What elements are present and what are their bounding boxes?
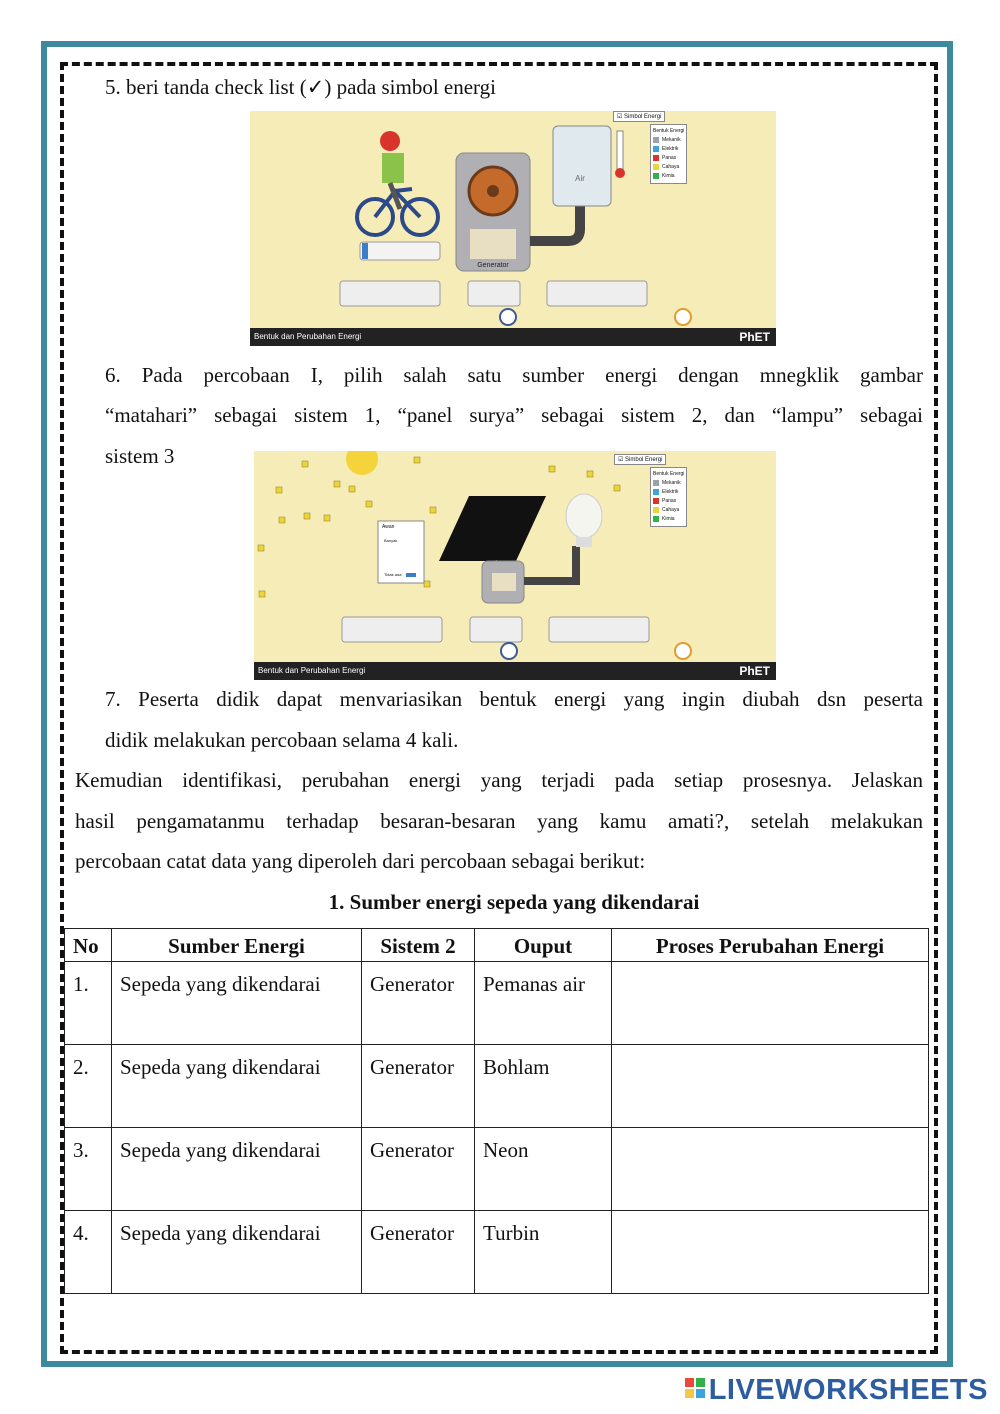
refresh-button[interactable] [674,642,692,660]
legend-title: Bentuk Energi [653,128,685,134]
simulation-screenshot-bike [250,111,776,346]
legend-item: Panas [653,497,684,506]
legend-item: Cahaya [653,506,684,515]
cell-output: Neon [475,1128,612,1211]
legend-item: Kimia [653,515,684,524]
legend-item: Mekanik [653,479,684,488]
step-7-line-1: 7. Peserta didik dapat menvariasikan bentuk energi yang ingin diubah dsn peserta [105,687,923,711]
cell-no: 3. [65,1128,112,1211]
step-6-line-3: sistem 3 [105,444,175,468]
table-header-row [65,929,929,962]
legend-item: Elektrik [653,488,684,497]
cell-no: 2. [65,1045,112,1128]
sim-title: Bentuk dan Perubahan Energi [258,666,366,675]
step-5-text: 5. beri tanda check list (✓) pada simbol energi [105,75,497,99]
cloud-slider[interactable] [406,573,416,577]
legend-title: Bentuk Energi [653,471,685,477]
energy-symbol-toggle[interactable]: ☑ Simbol Energi [614,454,666,465]
paragraph-line-1: Kemudian identifikasi, perubahan energi yang terjadi pada setiap prosesnya. Jelaskan [75,768,923,792]
legend-item: Panas [653,154,684,163]
step-7-line-2: didik melakukan percobaan selama 4 kali. [105,728,459,752]
table-title: 1. Sumber energi sepeda yang dikendarai [328,890,700,914]
step-6-line-2: “matahari” sebagai sistem 1, “panel surya” sebagai sistem 2, dan “lampu” sebagai [105,403,923,427]
cell-sumber: Sepeda yang dikendarai [112,1211,362,1294]
sim-footer-bar [254,662,776,680]
cell-sistem: Generator [362,1128,475,1211]
legend-item: Cahaya [653,163,684,172]
cell-no: 1. [65,962,112,1045]
header-no: No [65,929,112,962]
cell-proses-input[interactable] [612,1211,929,1294]
cell-output: Bohlam [475,1045,612,1128]
paragraph-line-3: percobaan catat data yang diperoleh dari percobaan sebagai berikut: [75,849,646,873]
phet-logo: PhET [739,330,770,344]
cell-proses-input[interactable] [612,962,929,1045]
cell-proses-input[interactable] [612,1128,929,1211]
header-sumber-energi: Sumber Energi [112,929,362,962]
cloud-control-title: Awan [382,524,395,530]
paragraph-line-2: hasil pengamatanmu terhadap besaran-besaran yang kamu amati?, setelah melakukan [75,809,923,833]
liveworksheets-logo: LIVEWORKSHEETS [685,1374,988,1407]
cell-sumber: Sepeda yang dikendarai [112,1045,362,1128]
simulation-screenshot-solar [254,451,776,680]
cell-output: Turbin [475,1211,612,1294]
cell-no: 4. [65,1211,112,1294]
water-label: Air [575,174,585,183]
table-row [65,1128,929,1211]
cell-sumber: Sepeda yang dikendarai [112,1128,362,1211]
header-output: Ouput [475,929,612,962]
sim-title: Bentuk dan Perubahan Energi [254,332,362,341]
cell-sistem: Generator [362,1211,475,1294]
energy-symbol-toggle[interactable]: ☑ Simbol Energi [613,111,665,122]
liveworksheets-icon [685,1378,705,1398]
phet-logo: PhET [739,664,770,678]
energy-legend [650,124,687,184]
cell-output: Pemanas air [475,962,612,1045]
step-6-line-1: 6. Pada percobaan I, pilih salah satu sumber energi dengan mnegklik gambar [105,363,923,387]
cell-sistem: Generator [362,1045,475,1128]
pause-button[interactable] [499,308,517,326]
refresh-button[interactable] [674,308,692,326]
pause-button[interactable] [500,642,518,660]
sim-footer-bar [250,328,776,346]
table-row [65,962,929,1045]
legend-item: Kimia [653,172,684,181]
cell-sumber: Sepeda yang dikendarai [112,962,362,1045]
header-proses: Proses Perubahan Energi [612,929,929,962]
data-table [64,928,929,1294]
cell-proses-input[interactable] [612,1045,929,1128]
generator-label: Generator [477,262,509,269]
energy-legend [650,467,687,527]
cell-sistem: Generator [362,962,475,1045]
legend-item: Mekanik [653,136,684,145]
legend-item: Elektrik [653,145,684,154]
table-row [65,1045,929,1128]
header-sistem-2: Sistem 2 [362,929,475,962]
table-row [65,1211,929,1294]
cloud-none-label: Tidak ada [384,572,402,577]
cloud-many-label: Banyak [384,538,398,543]
